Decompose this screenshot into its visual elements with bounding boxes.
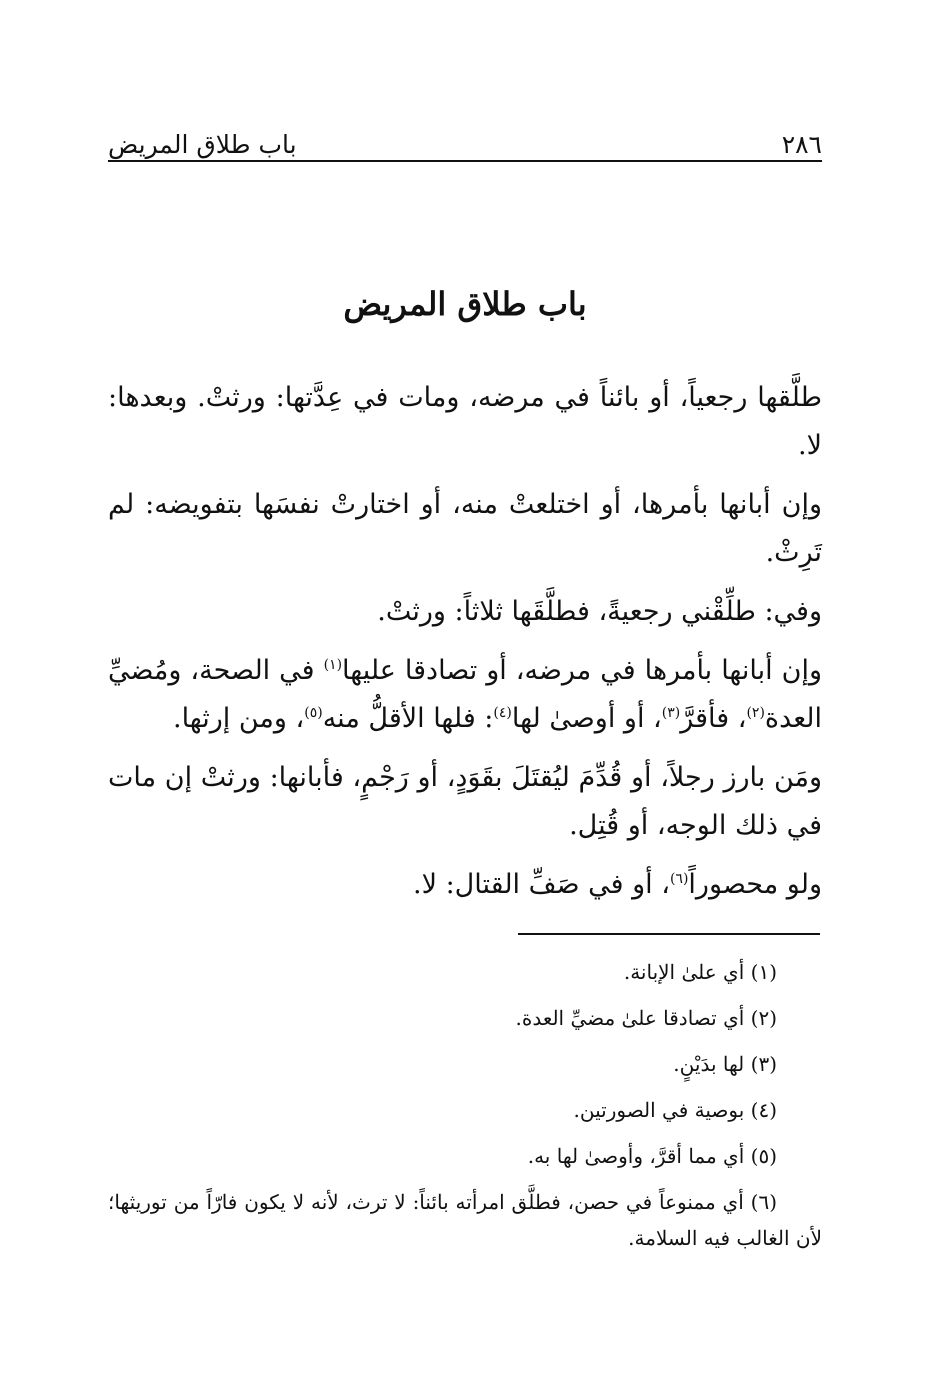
paragraph-text: في الصحة، ومُضيِّ العدة: [108, 655, 822, 734]
paragraph-text: ، فأقرَّ: [680, 703, 747, 734]
footnote-ref: (٣): [661, 705, 681, 721]
paragraph-text: : فلها الأقلُّ منه: [322, 703, 494, 734]
footnote-ref: (٤): [493, 705, 512, 721]
paragraph-text: ، أو في صَفِّ القتال: لا.: [413, 869, 670, 900]
paragraph: وفي: طلِّقْني رجعيةً، فطلَّقَها ثلاثاً: ورثتْ.: [377, 596, 822, 627]
footnote-ref: (٦): [669, 871, 689, 887]
footnote: (٢) أي تصادقا علىٰ مضيِّ العدة.: [515, 1006, 777, 1030]
page-header: [108, 118, 822, 162]
header-divider: [108, 160, 822, 162]
paragraph-text: وإن أبانها بأمرها في مرضه، أو تصادقا عليها: [342, 655, 822, 686]
paragraph: [108, 861, 822, 909]
page-number: ٢٨٦: [781, 130, 822, 159]
footnote: (١) أي علىٰ الإبانة.: [623, 960, 777, 984]
footnote: (٥) أي مما أقرَّ، وأوصىٰ لها به.: [527, 1144, 777, 1168]
footnote-ref: (٥): [304, 705, 323, 721]
paragraph-text: ، ومن إرثها.: [172, 703, 305, 734]
chapter-title: باب طلاق المريض: [343, 285, 587, 323]
paragraph: وإن أبانها بأمرها، أو اختلعتْ منه، أو اختارتْ نفسَها بتفويضه: لم تَرِثْ.: [108, 489, 822, 568]
main-text: [108, 374, 822, 920]
footnote: (٣) لها بدَيْنٍ.: [673, 1052, 777, 1076]
paragraph: ومَن بارز رجلاً، أو قُدِّمَ ليُقتَلَ بقَوَدٍ، أو رَجْمٍ، فأبانها: ورثتْ إن مات في ذلك الوجه، أو قُتِل.: [108, 762, 822, 841]
footnotes: [108, 954, 822, 1266]
footnote: (٤) بوصية في الصورتين.: [573, 1098, 777, 1122]
paragraph-text: ولو محصوراً: [688, 869, 822, 900]
footnote-divider: [518, 933, 820, 935]
running-title: باب طلاق المريض: [108, 130, 297, 159]
paragraph-text: ، أو أوصىٰ لها: [511, 703, 662, 734]
footnote: (٦) أي ممنوعاً في حصن، فطلَّق امرأته بائناً: لا ترث، لأنه لا يكون فارّاً من توريثها؛ لأن الغالب فيه السلامة.: [108, 1190, 822, 1250]
paragraph: طلَّقها رجعياً، أو بائناً في مرضه، ومات في عِدَّتها: ورثتْ. وبعدها: لا.: [108, 382, 822, 461]
paragraph: [108, 647, 822, 743]
footnote-ref: (٢): [746, 705, 765, 721]
footnote-ref: (١): [323, 657, 343, 673]
